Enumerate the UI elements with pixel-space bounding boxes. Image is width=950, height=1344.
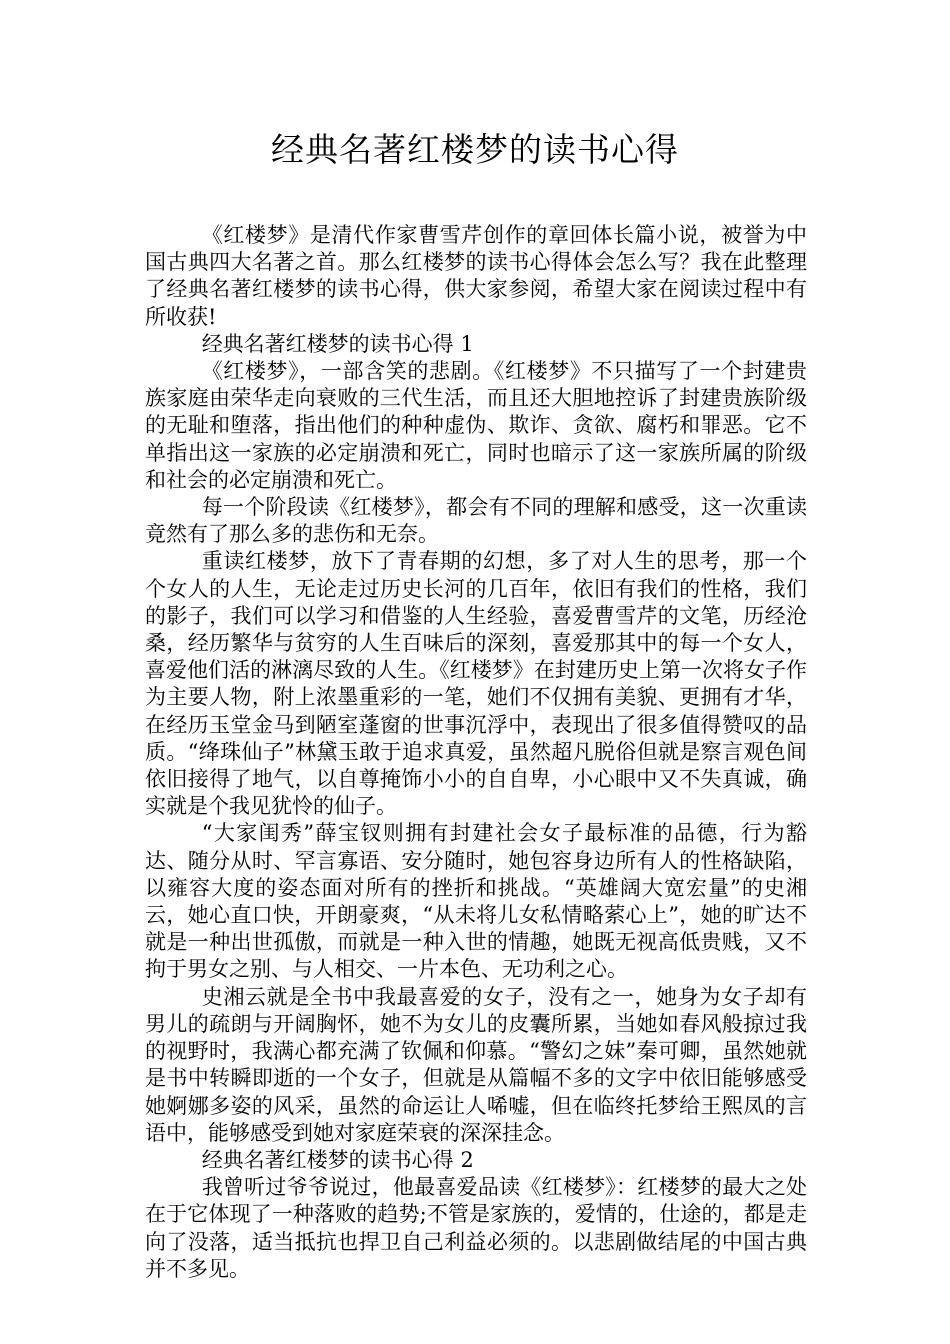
- paragraph: 《红楼梦》是清代作家曹雪芹创作的章回体长篇小说，被誉为中国古典四大名著之首。那么红楼梦的读书心得体会怎么写？我在此整理了经典名著红楼梦的读书心得，供大家参阅，希望大家在阅读过程中有所收获!: [145, 223, 807, 329]
- document-body: [145, 222, 807, 1283]
- paragraph: 《红楼梦》，一部含笑的悲剧。《红楼梦》不只描写了一个封建贵族家庭由荣华走向衰败的三代生活，而且还大胆地控诉了封建贵族阶级的无耻和堕落，指出他们的种种虚伪、欺诈、贪欲、腐朽和罪恶。它不单指出这一家族的必定崩溃和死亡，同时也暗示了这一家族所属的阶级和社会的必定崩溃和死亡。: [145, 359, 807, 492]
- section-heading: 经典名著红楼梦的读书心得 2: [201, 1147, 474, 1172]
- paragraph: “大家闺秀”薛宝钗则拥有封建社会女子最标准的品德，行为豁达、随分从时、罕言寡语、安分随时，她包容身边所有人的性格缺陷，以雍容大度的姿态面对所有的挫折和挑战。“英雄阔大宽宏量”的史湘云，她心直口快，开朗豪爽，“从未将儿女私情略萦心上”，她的旷达不就是一种出世孤傲，而就是一种入世的情趣，她既无视高低贵贱，又不拘于男女之别、与人相交、一片本色、无功利之心。: [145, 821, 807, 982]
- paragraph: 我曾听过爷爷说过，他最喜爱品读《红楼梦》：红楼梦的最大之处在于它体现了一种落败的趋势;不管是家族的，爱情的，仕途的，都是走向了没落，适当抵抗也捍卫自己利益必须的。以悲剧做结尾的中国古典并不多见。: [145, 1175, 807, 1281]
- document-title: 经典名著红楼梦的读书心得: [271, 130, 679, 169]
- paragraph: 史湘云就是全书中我最喜爱的女子，没有之一，她身为女子却有男儿的疏朗与开阔胸怀，她不为女儿的皮囊所累，当她如春风般掠过我的视野时，我满心都充满了钦佩和仰慕。“警幻之妹”秦可卿，虽然她就是书中转瞬即逝的一个女子，但就是从篇幅不多的文字中依旧能够感受她婀娜多姿的风采，虽然的命运让人唏嘘，但在临终托梦给王熙凤的言语中，能够感受到她对家庭荣衰的深深挂念。: [145, 984, 807, 1145]
- paragraph: 每一个阶段读《红楼梦》，都会有不同的理解和感受，这一次重读竟然有了那么多的悲伤和无奈。: [145, 495, 807, 547]
- paragraph: 重读红楼梦，放下了青春期的幻想，多了对人生的思考，那一个个女人的人生，无论走过历史长河的几百年，依旧有我们的性格，我们的影子，我们可以学习和借鉴的人生经验，喜爱曹雪芹的文笔，历经沧桑，经历繁华与贫穷的人生百味后的深刻，喜爱那其中的每一个女人，喜爱他们活的淋漓尽致的人生。《红楼梦》在封建历史上第一次将女子作为主要人物，附上浓墨重彩的一笔，她们不仅拥有美貌、更拥有才华，在经历玉堂金马到陋室蓬窗的世事沉浮中，表现出了很多值得赞叹的品质。“绛珠仙子”林黛玉敢于追求真爱，虽然超凡脱俗但就是察言观色间依旧接得了地气，以自尊掩饰小小的自自卑，小心眼中又不失真诚，确实就是个我见犹怜的仙子。: [145, 549, 807, 819]
- section-heading: 经典名著红楼梦的读书心得 1: [201, 331, 474, 356]
